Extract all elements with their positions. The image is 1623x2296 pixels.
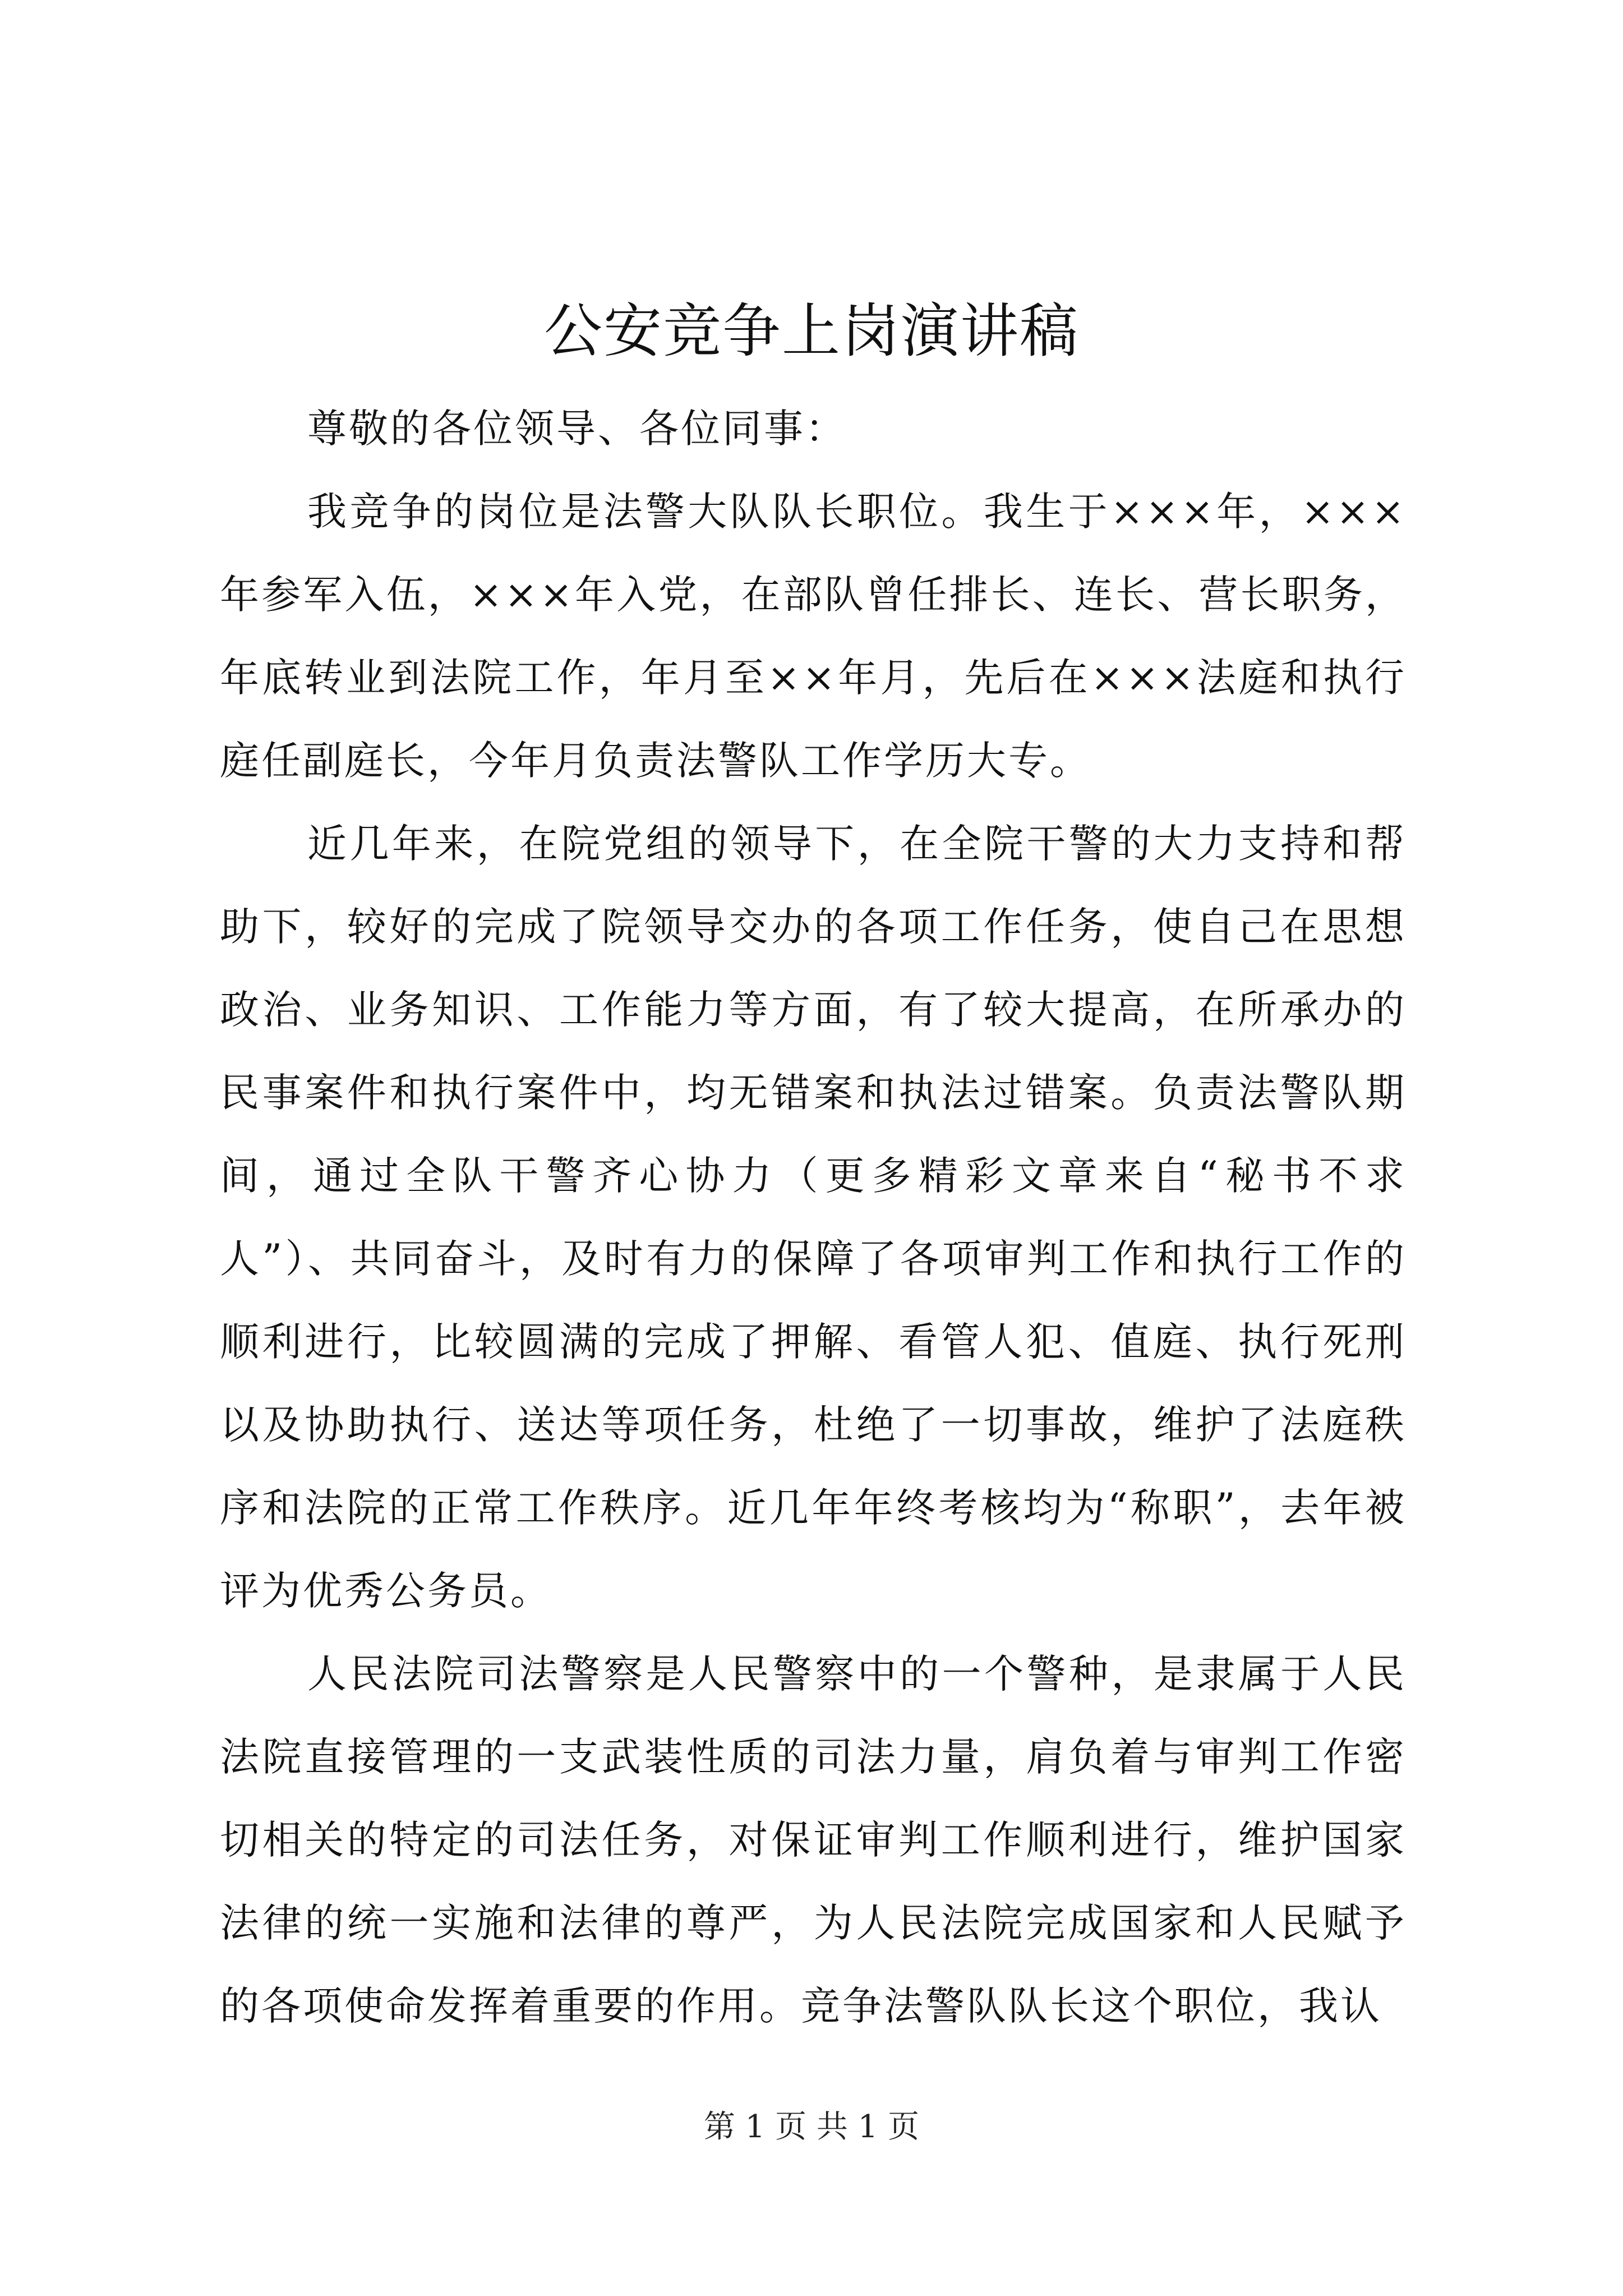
paragraph-2: 近几年来，在院党组的领导下，在全院干警的大力支持和帮助下，较好的完成了院领导交办的各项工作任务，使自己在思想政治、业务知识、工作能力等方面，有了较大提高，在所承办的民事案件和执行案件中，均无错案和执法过错案。负责法警队期间，通过全队干警齐心协力（更多精彩文章来自“秘书不求人”）、共同奋斗，及时有力的保障了各项审判工作和执行工作的顺利进行，比较圆满的完成了押解、看管人犯、值庭、执行死刑以及协助执行、送达等项任务，杜绝了一切事故，维护了法庭秩序和法院的正常工作秩序。近几年年终考核均为“称职”，去年被评为优秀公务员。: [220, 821, 1407, 1614]
salutation: 尊敬的各位领导、各位同事：: [307, 406, 847, 452]
paragraph-1: 我竞争的岗位是法警大队队长职位。我生于×××年，×××年参军入伍，×××年入党，在部队曾任排长、连长、营长职务，年底转业到法院工作，年月至××年月，先后在×××法庭和执行庭任副庭长，今年月负责法警队工作学历大专。: [220, 489, 1407, 784]
document-body: [220, 387, 1407, 2047]
document-title: 公安竞争上岗演讲稿: [543, 297, 1079, 365]
page-footer: 第 1 页 共 1 页: [703, 2109, 920, 2145]
paragraph-3: 人民法院司法警察是人民警察中的一个警种，是隶属于人民法院直接管理的一支武装性质的司法力量，肩负着与审判工作密切相关的特定的司法任务，对保证审判工作顺利进行，维护国家法律的统一实施和法律的尊严，为人民法院完成国家和人民赋予的各项使命发挥着重要的作用。竞争法警队队长这个职位，我认: [220, 1651, 1407, 2029]
